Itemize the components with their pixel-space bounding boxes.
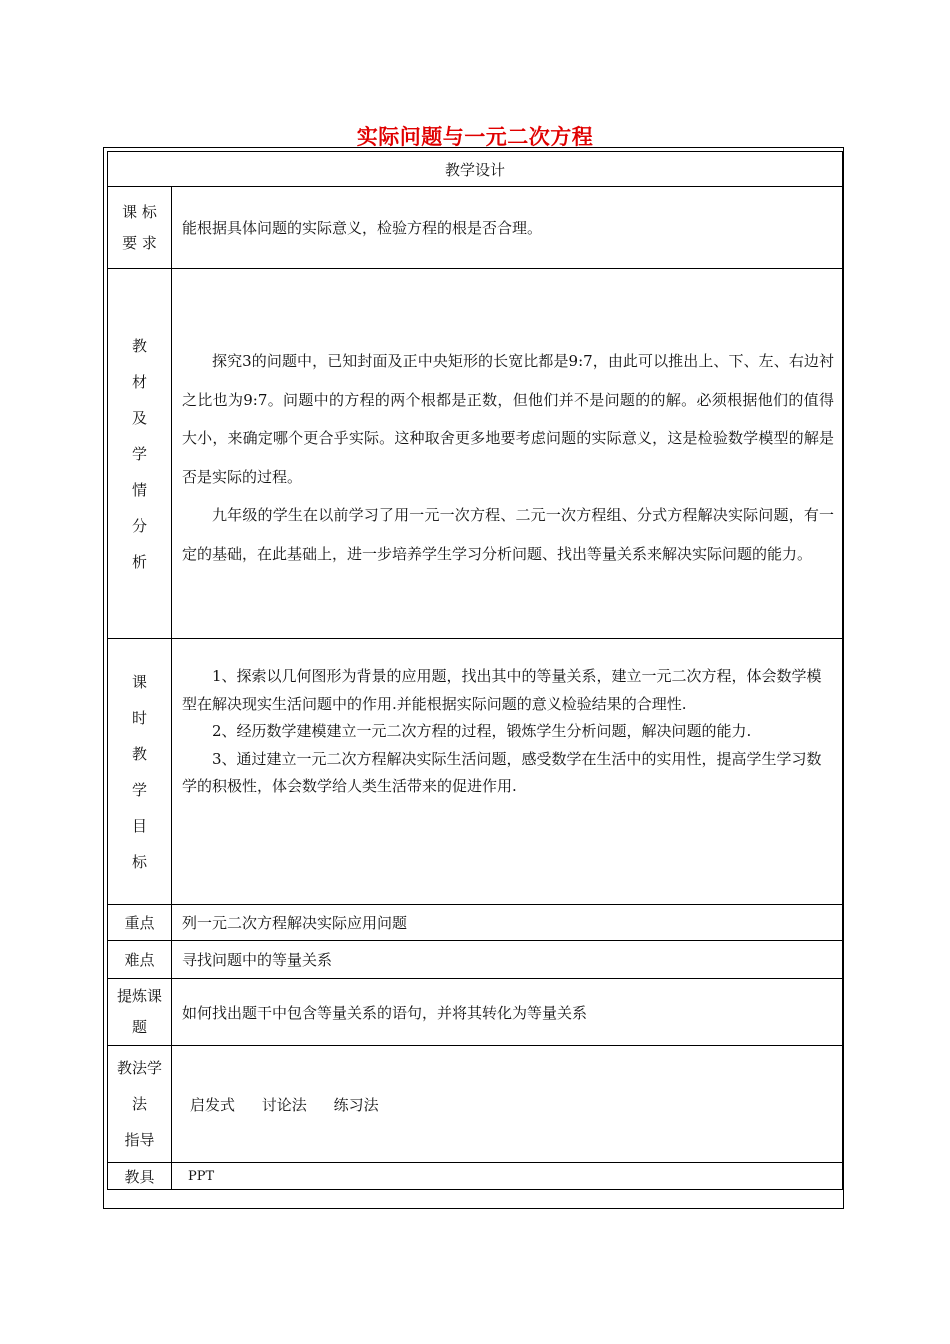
refined-topic-row — [108, 979, 843, 1046]
label-char: 分 — [131, 516, 147, 535]
method-item: 启发式 — [190, 1095, 236, 1114]
refined-topic-label — [108, 979, 172, 1046]
difficulty-label: 难点 — [108, 941, 172, 979]
goal-item: 2、经历数学建模建立一元二次方程的过程，锻炼学生分析问题，解决问题的能力. — [212, 722, 752, 740]
teaching-tools-row — [108, 1163, 843, 1190]
document-title: 实际问题与一元二次方程 — [356, 124, 594, 149]
curriculum-requirement-row — [108, 187, 843, 269]
lesson-plan-table — [107, 151, 843, 1190]
teaching-method-label — [108, 1046, 172, 1163]
difficulty-content: 寻找问题中的等量关系 — [172, 941, 843, 979]
label-line: 教法学 — [116, 1059, 162, 1077]
key-point-row — [108, 905, 843, 941]
label-char: 时 — [131, 708, 147, 727]
label-char: 教 — [131, 744, 147, 763]
method-item: 练习法 — [333, 1095, 379, 1114]
teaching-tools-label: 教具 — [108, 1163, 172, 1190]
lesson-goals-row — [108, 639, 843, 905]
label-line: 指导 — [124, 1131, 155, 1149]
label-char: 教 — [131, 336, 147, 355]
label-char: 及 — [131, 408, 147, 427]
goal-item: 3、通过建立一元二次方程解决实际生活问题，感受数学在生活中的实用性，提高学生学习数学的积极性，体会数学给人类生活带来的促进作用. — [182, 749, 822, 795]
material-paragraph: 探究3的问题中，已知封面及正中央矩形的长宽比都是9:7，由此可以推出上、下、左、右边衬之比也为9:7。问题中的方程的两个根都是正数，但他们并不是问题的的解。必须根据他们的值得大小，来确定哪个更合乎实际。这种取舍更多地要考虑问题的实际意义，这是检验数学模型的解是否是实际的过程。 — [182, 352, 834, 486]
goal-item: 1、探索以几何图形为背景的应用题，找出其中的等量关系，建立一元二次方程，体会数学模型在解决现实生活问题中的作用.并能根据实际问题的意义检验结果的合理性. — [182, 667, 822, 713]
label-line: 题 — [131, 1018, 147, 1036]
teaching-tools-content: PPT — [172, 1163, 843, 1190]
material-analysis-content — [172, 269, 843, 639]
teaching-method-row — [108, 1046, 843, 1163]
difficulty-row — [108, 941, 843, 979]
curriculum-requirement-content: 能根据具体问题的实际意义，检验方程的根是否合理。 — [172, 187, 843, 269]
material-analysis-label — [108, 269, 172, 639]
label-char: 析 — [131, 552, 147, 571]
refined-topic-content: 如何找出题干中包含等量关系的语句，并将其转化为等量关系 — [172, 979, 843, 1046]
lesson-goals-content — [172, 639, 843, 905]
table-header: 教学设计 — [108, 152, 843, 187]
curriculum-requirement-label — [108, 187, 172, 269]
lesson-goals-label — [108, 639, 172, 905]
label-line: 课 标 — [122, 202, 157, 221]
label-line: 法 — [131, 1095, 147, 1113]
label-char: 课 — [131, 672, 147, 691]
method-item: 讨论法 — [261, 1095, 307, 1114]
label-line: 提炼课 — [116, 987, 162, 1005]
key-point-label: 重点 — [108, 905, 172, 941]
key-point-content: 列一元二次方程解决实际应用问题 — [172, 905, 843, 941]
teaching-method-content — [172, 1046, 843, 1163]
material-analysis-row — [108, 269, 843, 639]
label-char: 标 — [131, 852, 147, 871]
label-char: 材 — [131, 372, 147, 391]
label-line: 要 求 — [122, 233, 157, 252]
material-paragraph: 九年级的学生在以前学习了用一元一次方程、二元一次方程组、分式方程解决实际问题，有一定的基础，在此基础上，进一步培养学生学习分析问题、找出等量关系来解决实际问题的能力。 — [182, 506, 834, 563]
label-char: 学 — [131, 444, 147, 463]
label-char: 情 — [131, 480, 147, 499]
label-char: 学 — [131, 780, 147, 799]
label-char: 目 — [131, 816, 147, 835]
